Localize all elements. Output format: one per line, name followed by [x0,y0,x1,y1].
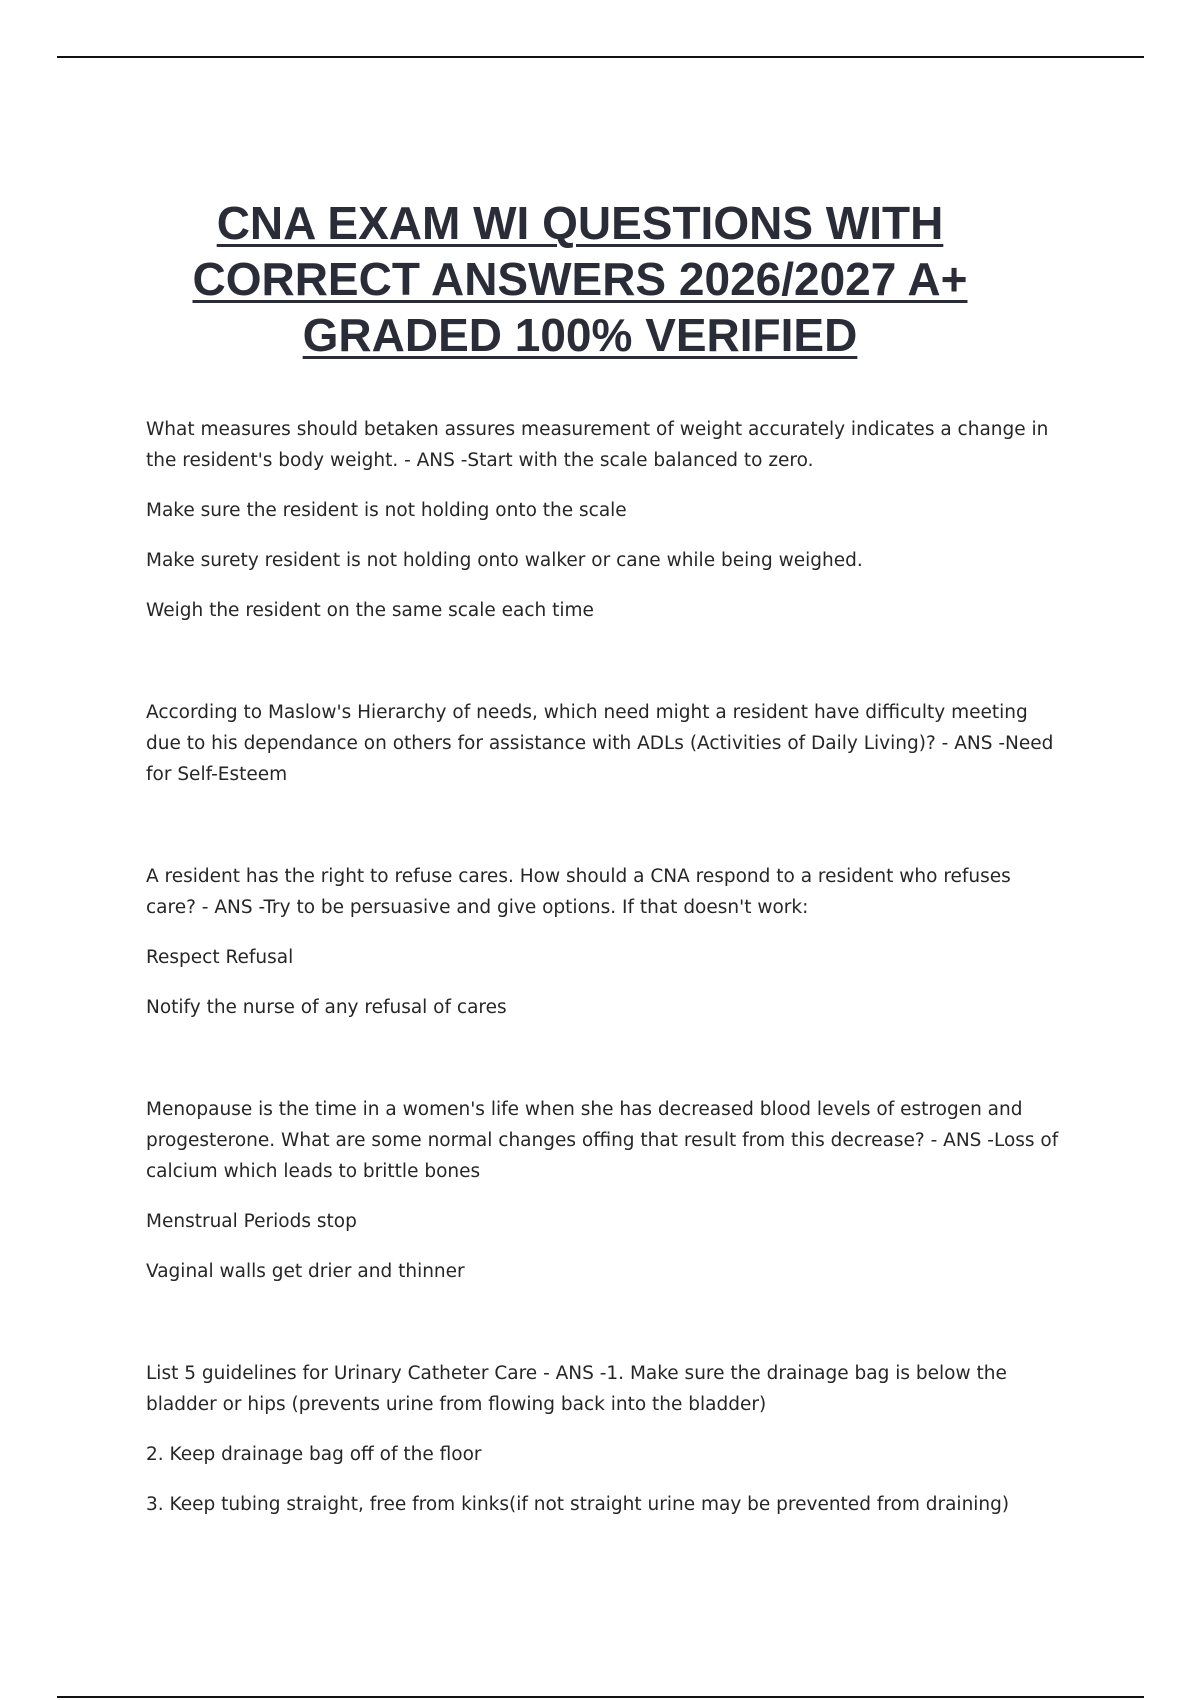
answer-detail: 2. Keep drainage bag off of the floor [146,1444,482,1465]
answer-detail: Weigh the resident on the same scale each time [146,600,594,621]
document-body [146,414,1066,1539]
question-answer-4: Menopause is the time in a women's life when she has decreased blood levels of estrogen and progesterone. What are some normal changes offing that result from this decrease? - ANS -Loss of calcium which leads to brittle bones [146,1099,1059,1182]
section-gap [146,1306,1066,1358]
question-answer-3: A resident has the right to refuse cares. How should a CNA respond to a resident who refuses care? - ANS -Try to be persuasive and give options. If that doesn't work: [146,866,1011,918]
answer-detail: 3. Keep tubing straight, free from kinks(if not straight urine may be prevented from draining) [146,1494,1010,1515]
answer-detail: Menstrual Periods stop [146,1211,357,1232]
bottom-rule [57,1696,1144,1698]
question-answer-5: List 5 guidelines for Urinary Catheter Care - ANS -1. Make sure the drainage bag is below the bladder or hips (prevents urine from flowing back into the bladder) [146,1363,1007,1415]
section-gap [146,809,1066,861]
top-rule [57,56,1144,58]
document-title [140,195,1020,363]
answer-detail: Notify the nurse of any refusal of cares [146,997,507,1018]
answer-detail: Respect Refusal [146,947,294,968]
section-gap [146,645,1066,697]
section-gap [146,1042,1066,1094]
question-answer-2: According to Maslow's Hierarchy of needs, which need might a resident have difficulty meeting due to his dependance on others for assistance with ADLs (Activities of Daily Living)? - ANS -Need for Self-Esteem [146,702,1054,785]
answer-detail: Vaginal walls get drier and thinner [146,1261,465,1282]
document-title-text: CNA EXAM WI QUESTIONS WITH CORRECT ANSWERS 2026/2027 A+ GRADED 100% VERIFIED [192,197,968,361]
answer-detail: Make surety resident is not holding onto walker or cane while being weighed. [146,550,863,571]
answer-detail: Make sure the resident is not holding onto the scale [146,500,627,521]
question-answer-1: What measures should betaken assures measurement of weight accurately indicates a change in the resident's body weight. - ANS -Start with the scale balanced to zero. [146,419,1049,471]
